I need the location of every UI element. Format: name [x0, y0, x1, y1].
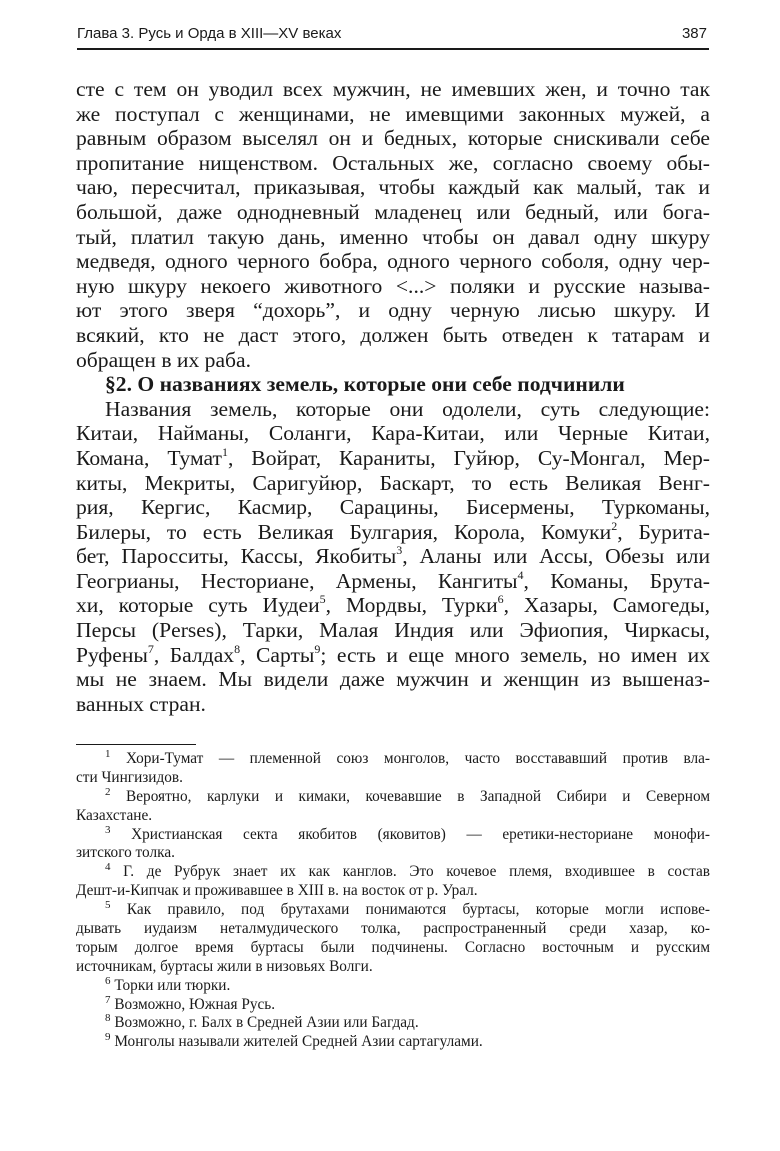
- footnote-line: сти Чингизидов.: [76, 768, 183, 786]
- text-line: всякий, кто не даст этого, должен быть отведен к татарам и: [76, 322, 710, 347]
- text-line: рия, Кергис, Касмир, Сарацины, Бисермены, Туркоманы,: [76, 495, 710, 520]
- text-line: Китаи, Найманы, Соланги, Кара-Китаи, или Черные Китаи,: [76, 421, 710, 446]
- footnote-line: $^1$ Хори-Тумат — племенной союз монголов, часто восстававший против вла-: [105, 748, 710, 767]
- footnote-ref: 3: [396, 543, 403, 558]
- text-line: Персы (Perses), Тарки, Малая Индия или Эфиопия, Чиркасы,: [76, 618, 710, 643]
- text-line: медведя, одного черного бобра, одного черного соболя, одну чер-: [76, 249, 710, 274]
- footnote-line: $^4$ Г. де Рубрук знает их как канглов. Это кочевое племя, входившее в состав: [105, 861, 710, 881]
- text-line: ванных стран.: [76, 691, 206, 716]
- text-line: хи, которые суть Иудеи$^5$, Мордвы, Турки$^6$, Хазары, Самогеды,: [76, 592, 711, 618]
- text-line: же поступал с женщинами, не имевщими законных мужей, а: [76, 101, 710, 126]
- text-line: чаю, пересчитал, приказывая, чтобы каждый как малый, так и: [76, 175, 710, 200]
- text-line: киты, Мекриты, Саригуйюр, Баскарт, то есть Великая Венг-: [76, 470, 710, 495]
- footnote-ref: 6: [497, 592, 504, 607]
- footnote-line: $^8$ Возможно, г. Балх в Средней Азии или Багдад.: [105, 1012, 419, 1032]
- footnote-line: $^9$ Монголы называли жителей Средней Азии сартагулами.: [105, 1031, 483, 1051]
- page-header: [77, 22, 709, 50]
- footnote-line: Казахстане.: [76, 806, 153, 824]
- footnote-line: $^7$ Возможно, Южная Русь.: [105, 993, 276, 1013]
- footnote-rule: [76, 744, 196, 745]
- text-line: мы не знаем. Мы видели даже мужчин и женщин из вышеназ-: [76, 667, 710, 692]
- footnote-ref: 2: [611, 518, 618, 533]
- text-line: ную шкуру некоего животного <...> поляки и русские называ-: [76, 273, 710, 298]
- text-line: Геогрианы, Несториане, Армены, Кангиты$^4$, Команы, Брута-: [76, 567, 710, 593]
- page-number: 387: [681, 25, 707, 42]
- text-line: бет, Паросситы, Кассы, Якобиты$^3$, Аланы или Ассы, Обезы или: [76, 543, 711, 569]
- footnote-line: источникам, буртасы жили в низовьях Волги.: [76, 957, 373, 975]
- footnote-ref: 9: [314, 641, 321, 656]
- footnote-ref: 7: [147, 641, 154, 656]
- footnote-ref: 4: [517, 567, 524, 582]
- footnote-ref: 8: [234, 641, 241, 656]
- footnote-line: $^3$ Христианская секта якобитов (яковитов) — еретики-несториане монофи-: [105, 823, 710, 843]
- running-title: Глава 3. Русь и Орда в XIII—XV веках: [77, 25, 342, 42]
- text-line: Комана, Тумат$^1$, Войрат, Караниты, Гуйюр, Су-Монгал, Мер-: [76, 444, 710, 470]
- text-line: обращен в их раба.: [76, 347, 252, 372]
- text-line: Названия земель, которые они одолели, суть следующие:: [105, 396, 710, 421]
- footnote-line: зитского толка.: [76, 844, 175, 862]
- text-line: пропитание нищенством. Остальных же, согласно своему обы-: [76, 150, 710, 175]
- text-line: равным образом выселял он и бедных, которые снискивали себе: [76, 126, 710, 151]
- footnote-ref: 5: [319, 592, 326, 607]
- text-line: тый, платил такую дань, именно чтобы он давал одну шкуру: [76, 224, 710, 249]
- footnote-line: $^2$ Вероятно, карлуки и кимаки, кочевавшие в Западной Сибири и Северном: [105, 785, 711, 805]
- footnote-line: $^6$ Торки или тюрки.: [105, 974, 231, 994]
- text-line: Билеры, то есть Великая Булгария, Корола, Комуки$^2$, Бурита-: [76, 518, 710, 544]
- footnote-line: торым долгое время буртасы были подчинены. Согласно восточным и русским: [76, 938, 710, 956]
- footnotes: [76, 750, 710, 1052]
- footnote-line: дывать иудаизм неталмудического толка, распространенный среди хазар, ко-: [76, 920, 710, 938]
- footnote-line: Дешт-и-Кипчак и проживавшее в XIII в. на восток от р. Урал.: [76, 882, 478, 900]
- main-text: [76, 77, 710, 716]
- text-line: ют этого зверя “дохорь”, и одну черную лисью шкуру. И: [76, 298, 710, 323]
- text-line: сте с тем он уводил всех мужчин, не имевших жен, и точно так: [76, 77, 710, 101]
- text-line: большой, даже однодневный младенец или бедный, или бога-: [76, 199, 710, 224]
- footnote-ref: 1: [221, 444, 228, 459]
- text-line: Руфены$^7$, Балдах$^8$, Сарты$^9$; есть и еще много земель, но имен их: [76, 641, 711, 667]
- footnote-line: $^5$ Как правило, под брутахами понимаются буртасы, которые могли испове-: [105, 899, 710, 919]
- section-heading: §2. О названиях земель, которые они себе подчинили: [105, 372, 625, 397]
